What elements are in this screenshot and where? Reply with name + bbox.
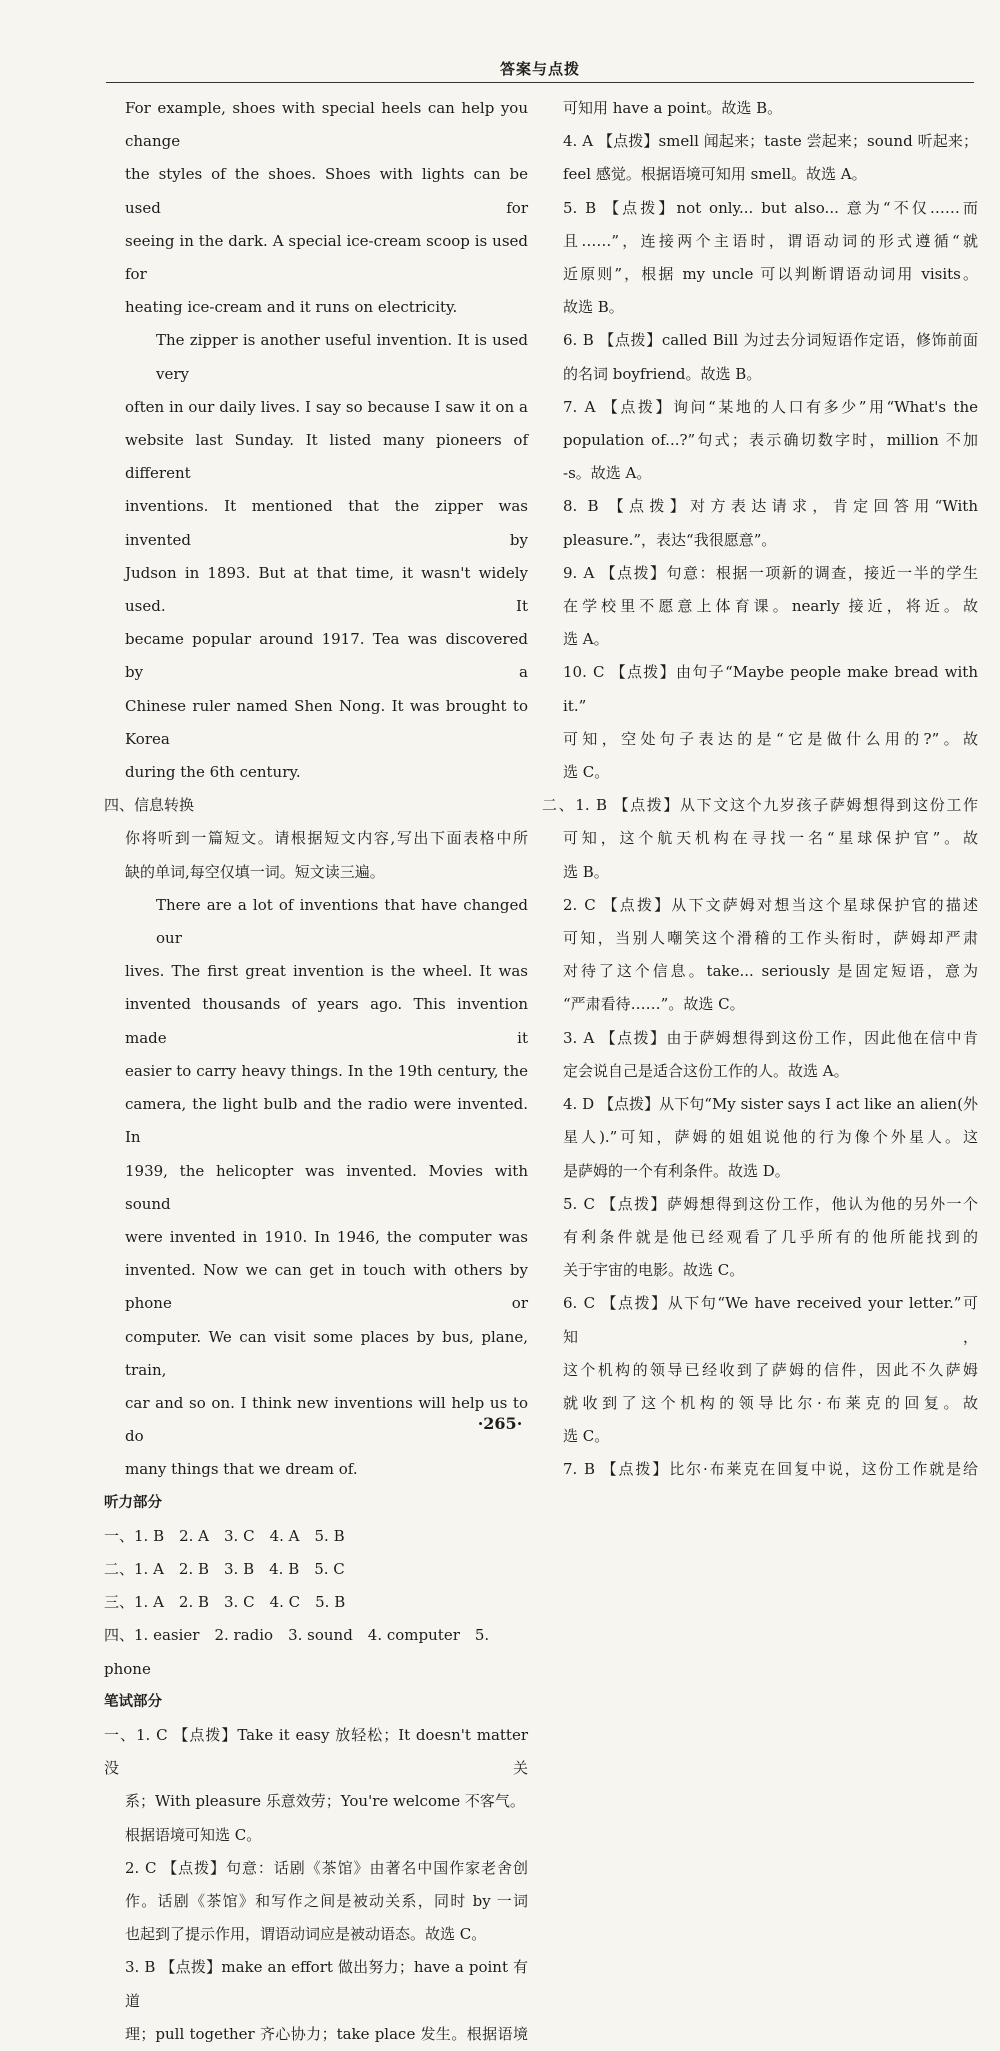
left-text-line: during the 6th century. — [125, 763, 301, 782]
right-text-line: 且……”，连接两个主语时，谓语动词的形式遵循“就 — [563, 231, 978, 250]
right-text-line: 7. B 【点拨】比尔·布莱克在回复中说，这份工作就是给 — [563, 1460, 978, 1479]
right-text-line: 4. D 【点拨】从下句“My sister says I act like an alien(外 — [563, 1095, 978, 1114]
right-text-line: “严肃看待……”。故选 C。 — [563, 995, 745, 1014]
right-text-line: 6. C 【点拨】从下句“We have received your letter.”可知， — [563, 1294, 978, 1346]
right-text-line: 选 A。 — [563, 630, 609, 649]
left-text-line: lives. The first great invention is the wheel. It was — [125, 962, 528, 981]
left-text-line: 四、1. easier 2. radio 3. sound 4. computer 5. phone — [104, 1626, 490, 1678]
left-text-line: invented thousands of years ago. This invention made it — [125, 995, 528, 1047]
right-text-line: 故选 B。 — [563, 298, 624, 317]
left-text-line: 3. B 【点拨】make an effort 做出努力；have a point 有道 — [125, 1958, 528, 2010]
right-text-line: 9. A 【点拨】句意：根据一项新的调查，接近一半的学生 — [563, 563, 978, 582]
left-text-line: 一、1. B 2. A 3. C 4. A 5. B — [104, 1526, 345, 1545]
right-text-line: 关于宇宙的电影。故选 C。 — [563, 1261, 745, 1280]
left-text-line: 四、信息转换 — [104, 796, 195, 815]
left-text-line: 二、1. A 2. B 3. B 4. B 5. C — [104, 1559, 345, 1578]
left-text-line: 理；pull together 齐心协力；take place 发生。根据语境 — [125, 2024, 528, 2043]
right-text-line: 二、1. B 【点拨】从下文这个九岁孩子萨姆想得到这份工作 — [542, 796, 978, 815]
left-text-line: 1939, the helicopter was invented. Movies with sound — [125, 1161, 528, 1213]
right-text-line: 定会说自己是适合这份工作的人。故选 A。 — [563, 1061, 849, 1080]
left-text-line: There are a lot of inventions that have changed our — [156, 895, 528, 948]
left-text-line: Judson in 1893. But at that time, it wasn't widely used. It — [125, 563, 528, 616]
right-text-line: 7. A 【点拨】询问“某地的人口有多少”用“What's the — [563, 397, 978, 416]
right-text-line: 选 B。 — [563, 862, 609, 881]
right-text-line: population of...?”句式；表示确切数字时，million 不加 — [563, 431, 978, 450]
right-text-line: 可知，当别人嘲笑这个滑稽的工作头衔时，萨姆却严肃 — [563, 929, 978, 948]
left-text-line: car and so on. I think new inventions will help us to do — [125, 1393, 528, 1446]
left-text-line: invented. Now we can get in touch with others by phone or — [125, 1261, 528, 1313]
right-text-line: 这个机构的领导已经收到了萨姆的信件，因此不久萨姆 — [563, 1360, 978, 1379]
right-text-line: 10. C 【点拨】由句子“Maybe people make bread with it.” — [563, 663, 978, 715]
left-text-line: Chinese ruler named Shen Nong. It was brought to Korea — [125, 696, 528, 748]
left-text-line: often in our daily lives. I say so because I saw it on a — [125, 397, 528, 416]
right-text-line: 8. B 【点拨】对方表达请求，肯定回答用“With — [563, 497, 978, 516]
left-text-line: 根据语境可知选 C。 — [125, 1825, 262, 1844]
left-text-line: seeing in the dark. A special ice-cream scoop is used for — [125, 231, 528, 284]
right-text-line: 2. C 【点拨】从下文萨姆对想当这个星球保护官的描述 — [563, 895, 978, 914]
left-text-line: 听力部分 — [104, 1494, 162, 1511]
left-text-line: became popular around 1917. Tea was discovered by a — [125, 630, 528, 682]
left-text-line: 缺的单词,每空仅填一词。短文读三遍。 — [125, 862, 385, 881]
right-text-line: 在学校里不愿意上体育课。nearly 接近，将近。故 — [563, 597, 978, 616]
left-text-line: camera, the light bulb and the radio were invented. In — [125, 1095, 528, 1147]
left-text-line: 笔试部分 — [104, 1693, 162, 1710]
left-text-line: 一、1. C 【点拨】Take it easy 放轻松；It doesn't matter 没关 — [104, 1725, 528, 1778]
right-text-line: 可知，这个航天机构在寻找一名“星球保护官”。故 — [563, 829, 978, 848]
left-text-line: website last Sunday. It listed many pioneers of different — [125, 431, 528, 483]
left-text-line: were invented in 1910. In 1946, the computer was — [125, 1227, 528, 1246]
right-text-line: 选 C。 — [563, 763, 610, 782]
left-text-line: many things that we dream of. — [125, 1460, 358, 1479]
header-divider — [106, 82, 974, 83]
right-text-line: 5. B 【点拨】not only... but also... 意为“不仅……而 — [563, 198, 978, 217]
right-text-line: 星人).”可知，萨姆的姐姐说他的行为像个外星人。这 — [563, 1128, 978, 1147]
left-text-line: The zipper is another useful invention. It is used very — [156, 331, 528, 383]
right-text-line: 3. A 【点拨】由于萨姆想得到这份工作，因此他在信中肯 — [563, 1028, 978, 1047]
right-text-line: 对待了这个信息。take... seriously 是固定短语，意为 — [563, 962, 978, 981]
left-text-line: 作。话剧《茶馆》和写作之间是被动关系，同时 by 一词 — [125, 1891, 528, 1910]
right-text-line: 是萨姆的一个有利条件。故选 D。 — [563, 1161, 790, 1180]
right-text-line: 近原则”，根据 my uncle 可以判断谓语动词用 visits。 — [563, 265, 978, 284]
right-text-line: pleasure.”，表达“我很愿意”。 — [563, 530, 777, 549]
left-text-line: easier to carry heavy things. In the 19th century, the — [125, 1061, 528, 1080]
left-text-line: 你将听到一篇短文。请根据短文内容,写出下面表格中所 — [125, 829, 528, 848]
right-column — [542, 92, 978, 1487]
right-text-line: feel 感觉。根据语境可知用 smell。故选 A。 — [563, 165, 867, 184]
left-column — [104, 92, 528, 2051]
left-text-line: the styles of the shoes. Shoes with lights can be used for — [125, 165, 528, 217]
left-text-line: For example, shoes with special heels can help you change — [125, 99, 528, 151]
right-text-line: 可知，空处句子表达的是“它是做什么用的?”。故 — [563, 729, 978, 748]
right-text-line: 就收到了这个机构的领导比尔·布莱克的回复。故 — [563, 1393, 978, 1412]
left-text-line: 也起到了提示作用，谓语动词应是被动语态。故选 C。 — [125, 1925, 487, 1944]
right-text-line: 5. C 【点拨】萨姆想得到这份工作，他认为他的另外一个 — [563, 1194, 978, 1213]
left-text-line: 系；With pleasure 乐意效劳；You're welcome 不客气。 — [125, 1792, 525, 1811]
page-number: ·265· — [477, 1414, 523, 1433]
page-header-title: 答案与点拨 — [499, 60, 580, 78]
right-text-line: 6. B 【点拨】called Bill 为过去分词短语作定语，修饰前面 — [563, 331, 978, 350]
left-text-line: computer. We can visit some places by bus, plane, train, — [125, 1327, 528, 1379]
right-text-line: 可知用 have a point。故选 B。 — [563, 99, 783, 117]
left-text-line: 2. C 【点拨】句意：话剧《茶馆》由著名中国作家老舍创 — [125, 1858, 528, 1877]
right-text-line: 4. A 【点拨】smell 闻起来；taste 尝起来；sound 听起来； — [563, 132, 978, 151]
right-text-line: 有利条件就是他已经观看了几乎所有的他所能找到的 — [563, 1227, 978, 1246]
right-text-line: -s。故选 A。 — [563, 464, 652, 483]
left-text-line: heating ice-cream and it runs on electricity. — [125, 298, 458, 317]
left-text-line: 三、1. A 2. B 3. C 4. C 5. B — [104, 1593, 346, 1612]
right-text-line: 的名词 boyfriend。故选 B。 — [563, 364, 762, 383]
right-text-line: 选 C。 — [563, 1427, 610, 1446]
left-text-line: inventions. It mentioned that the zipper was invented by — [125, 497, 528, 549]
